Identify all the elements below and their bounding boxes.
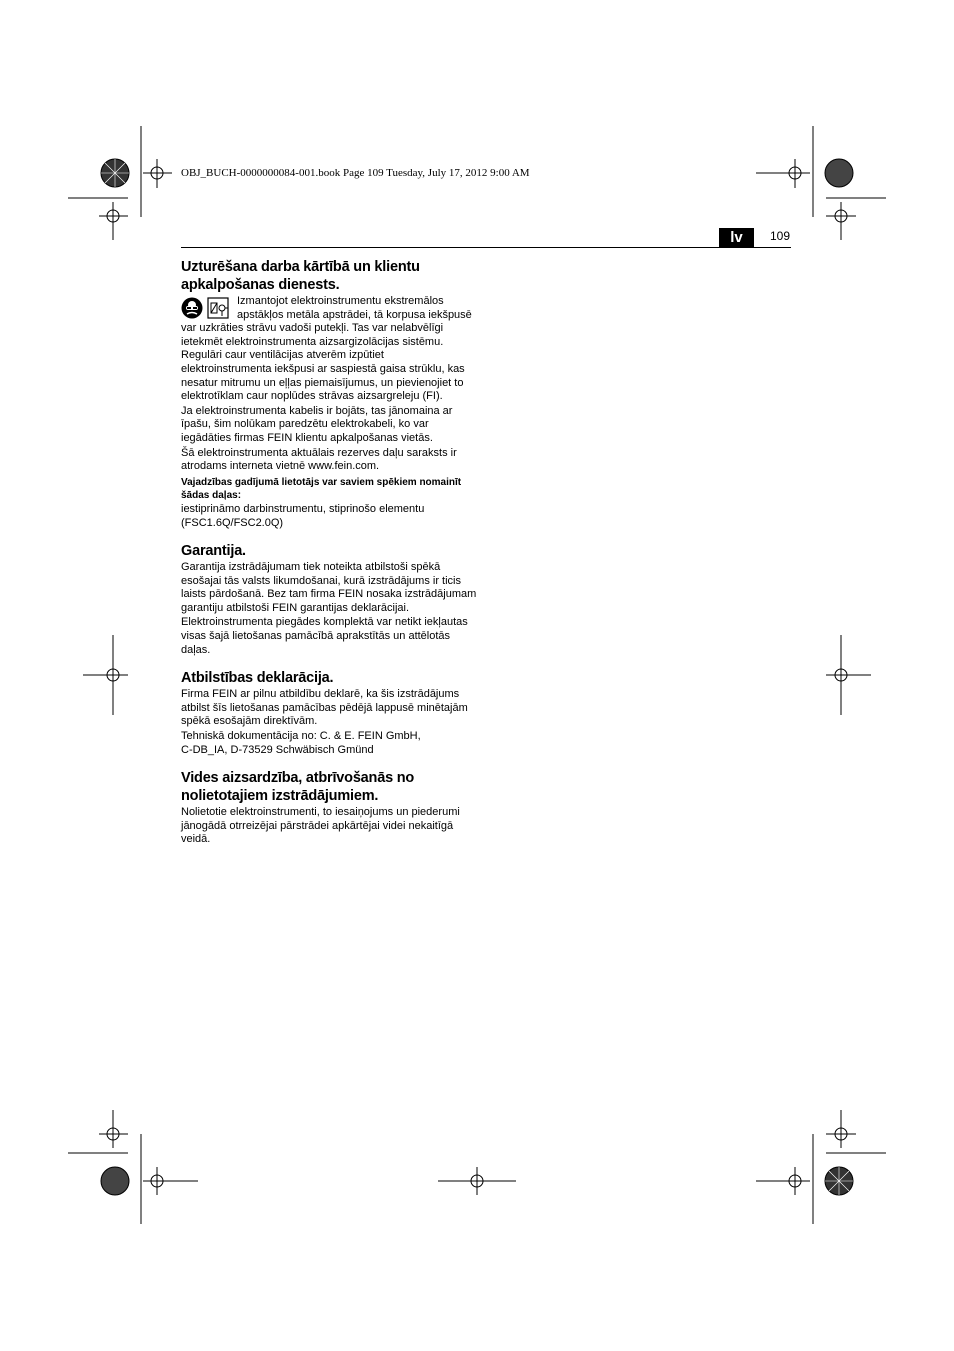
paragraph: Šā elektroinstrumenta aktuālais rezerves daļu saraksts ir atrodams interneta vietnē www.fein.com.	[181, 446, 457, 473]
page-number: 109	[770, 229, 791, 243]
eye-protection-icon	[181, 297, 203, 319]
paragraph: Tehniskā dokumentācija no: C. & E. FEIN GmbH,	[181, 730, 421, 743]
paragraph: Ja elektroinstrumenta kabelis ir bojāts, tas jānomaina ar īpašu, šim nolūkam paredzētu elektrokabeli, ko var iegādāties firmas FEIN klientu apkalpošanas vietās.	[181, 404, 453, 444]
paragraph: Izmantojot elektroinstrumentu ekstremālos apstākļos metāla apstrādei, tā korpusa iekšpusē var uzkrāties strāvu vadoši putekļi. Tas var nelabvēlīgi ietekmēt elektroinstrumenta aizsargizolācijas sistēmu. Regulāri caur ventilācijas atverēm izpūtiet elektroinstrumenta iekšpusi ar saspiestā gaisa strūklu, kas nesatur mitrumu un eļļas piemaisījumus, un pievienojiet to elektrotīklam caur noplūdes strāvas aizsargreleju (FI).	[181, 295, 472, 403]
text-column	[181, 258, 477, 847]
isolating-transformer-icon	[207, 297, 229, 319]
header-rule	[181, 247, 791, 248]
paragraph: Firma FEIN ar pilnu atbildību deklarē, ka šis izstrādājums atbilst šīs lietošanas pamācības pēdējā lappusē minētajām spēkā esošajām direktīvām.	[181, 688, 468, 728]
paragraph: C-DB_IA, D-73529 Schwäbisch Gmünd	[181, 743, 374, 756]
warning-icons	[181, 297, 233, 321]
paragraph: Elektroinstrumenta piegādes komplektā var netikt iekļautas visas šajā lietošanas pamācībā aprakstītās un attēlotās daļas.	[181, 616, 468, 656]
section-title: Atbilstības deklarācija.	[181, 670, 334, 687]
section-title: Garantija.	[181, 543, 246, 560]
section-maintenance	[181, 258, 477, 530]
bold-note: Vajadzības gadījumā lietotājs var saviem spēkiem nomainīt šādas daļas:	[181, 476, 462, 502]
section-warranty	[181, 542, 477, 657]
paragraph: iestiprināmo darbinstrumentu, stiprinošo elementu (FSC1.6Q/FSC2.0Q)	[181, 502, 425, 529]
paragraph: Nolietotie elektroinstrumenti, to iesaiņojums un piederumi jānogādā otrreizējai pārstrādei apkārtējai videi nekaitīgā veidā.	[181, 806, 460, 846]
section-conformity	[181, 669, 477, 757]
paragraph: Garantija izstrādājumam tiek noteikta atbilstoši spēkā esošajai tās valsts likumdošanai, kurā izstrādājums ir ticis laists pārdošanā. Bez tam firma FEIN nosaka izstrādājumam garantiju atbilstoši FEIN garantijas deklarācijai.	[181, 561, 477, 614]
section-title: Vides aizsardzība, atbrīvošanās no nolietotajiem izstrādājumiem.	[181, 770, 415, 805]
section-environment	[181, 769, 477, 847]
section-title: Uzturēšana darba kārtībā un klientu apkalpošanas dienests.	[181, 259, 420, 293]
print-slug: OBJ_BUCH-0000000084-001.book Page 109 Tuesday, July 17, 2012 9:00 AM	[181, 167, 530, 179]
language-tab: lv	[719, 228, 754, 247]
